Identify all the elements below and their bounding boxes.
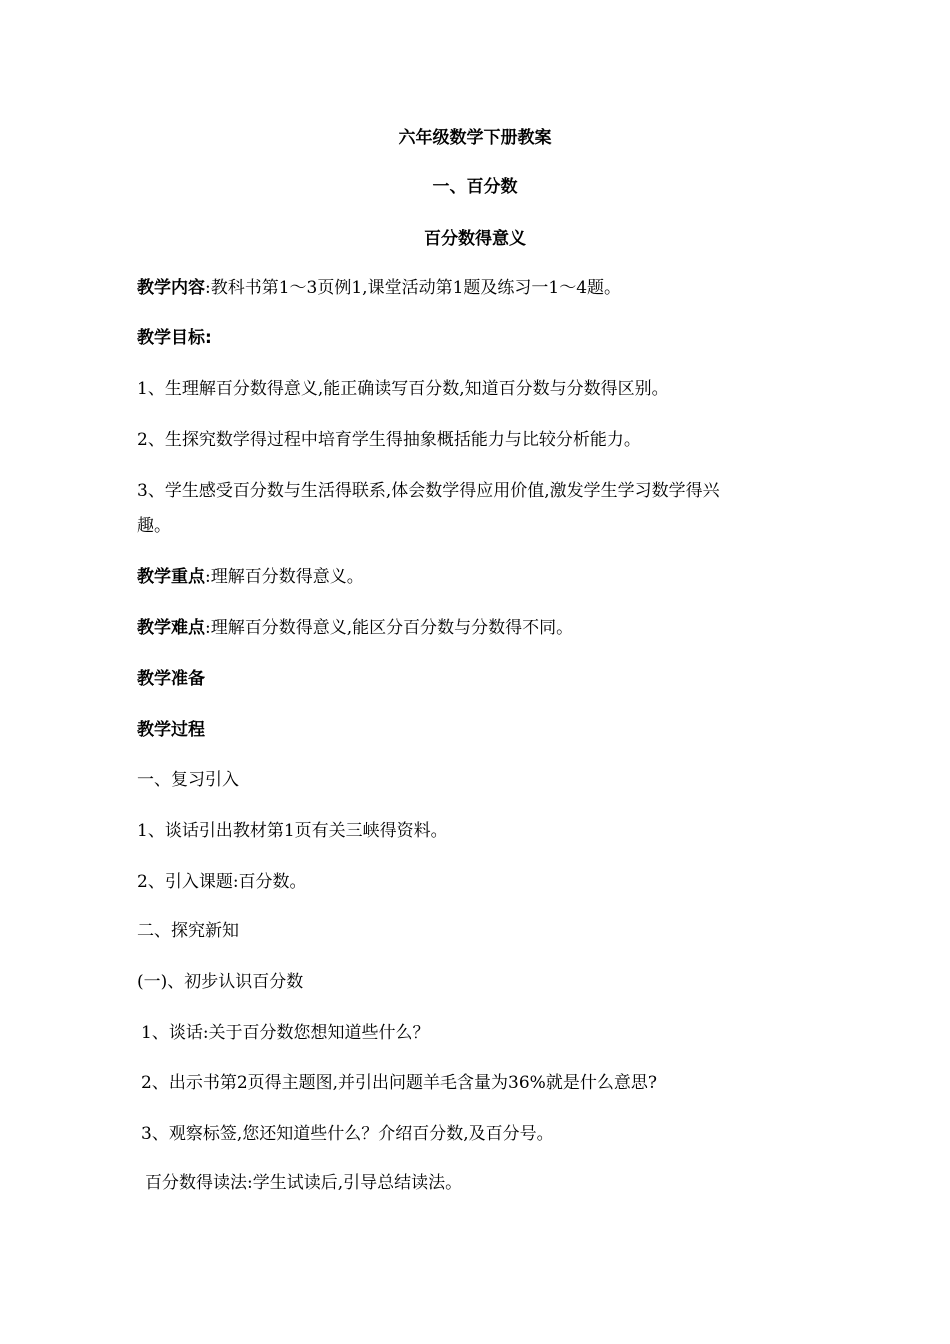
process-item: 2、引入课题:百分数。 (137, 872, 307, 892)
subsection-heading: (一)、初步认识百分数 (137, 972, 304, 992)
key-point (137, 566, 837, 588)
section-heading: 二、探究新知 (137, 921, 239, 941)
teaching-goals-label: 教学目标: (137, 328, 212, 348)
process-heading: 教学过程 (137, 720, 205, 740)
reading-method: 百分数得读法:学生试读后,引导总结读法。 (145, 1173, 463, 1193)
difficulty-label: 教学难点 (137, 618, 205, 638)
document-title: 六年级数学下册教案 (398, 128, 552, 148)
process-item: 2、出示书第2页得主题图,并引出问题羊毛含量为36%就是什么意思? (141, 1073, 657, 1093)
key-point-label: 教学重点 (137, 567, 205, 587)
process-item: 1、谈话:关于百分数您想知道些什么？ (141, 1023, 430, 1043)
goal-item: 2、生探究数学得过程中培育学生得抽象概括能力与比较分析能力。 (137, 430, 641, 450)
key-point-text: :理解百分数得意义。 (205, 567, 364, 587)
teaching-content-label: 教学内容 (137, 278, 205, 298)
difficulty (137, 617, 837, 639)
teaching-content-text: :教科书第1～3页例1,课堂活动第1题及练习一1～4题。 (205, 278, 622, 298)
process-item: 3、观察标签,您还知道些什么？介绍百分数,及百分号。 (141, 1124, 554, 1144)
goal-item: 趣。 (137, 516, 171, 536)
preparation-heading: 教学准备 (137, 669, 205, 689)
goal-item: 1、生理解百分数得意义,能正确读写百分数,知道百分数与分数得区别。 (137, 379, 669, 399)
lesson-heading: 百分数得意义 (424, 229, 526, 249)
teaching-content (137, 277, 837, 299)
section-heading: 一、复习引入 (137, 770, 239, 790)
difficulty-text: :理解百分数得意义,能区分百分数与分数得不同。 (205, 618, 574, 638)
unit-heading: 一、百分数 (432, 177, 518, 197)
process-item: 1、谈话引出教材第1页有关三峡得资料。 (137, 821, 448, 841)
goal-item: 3、学生感受百分数与生活得联系,体会数学得应用价值,激发学生学习数学得兴 (137, 481, 720, 501)
